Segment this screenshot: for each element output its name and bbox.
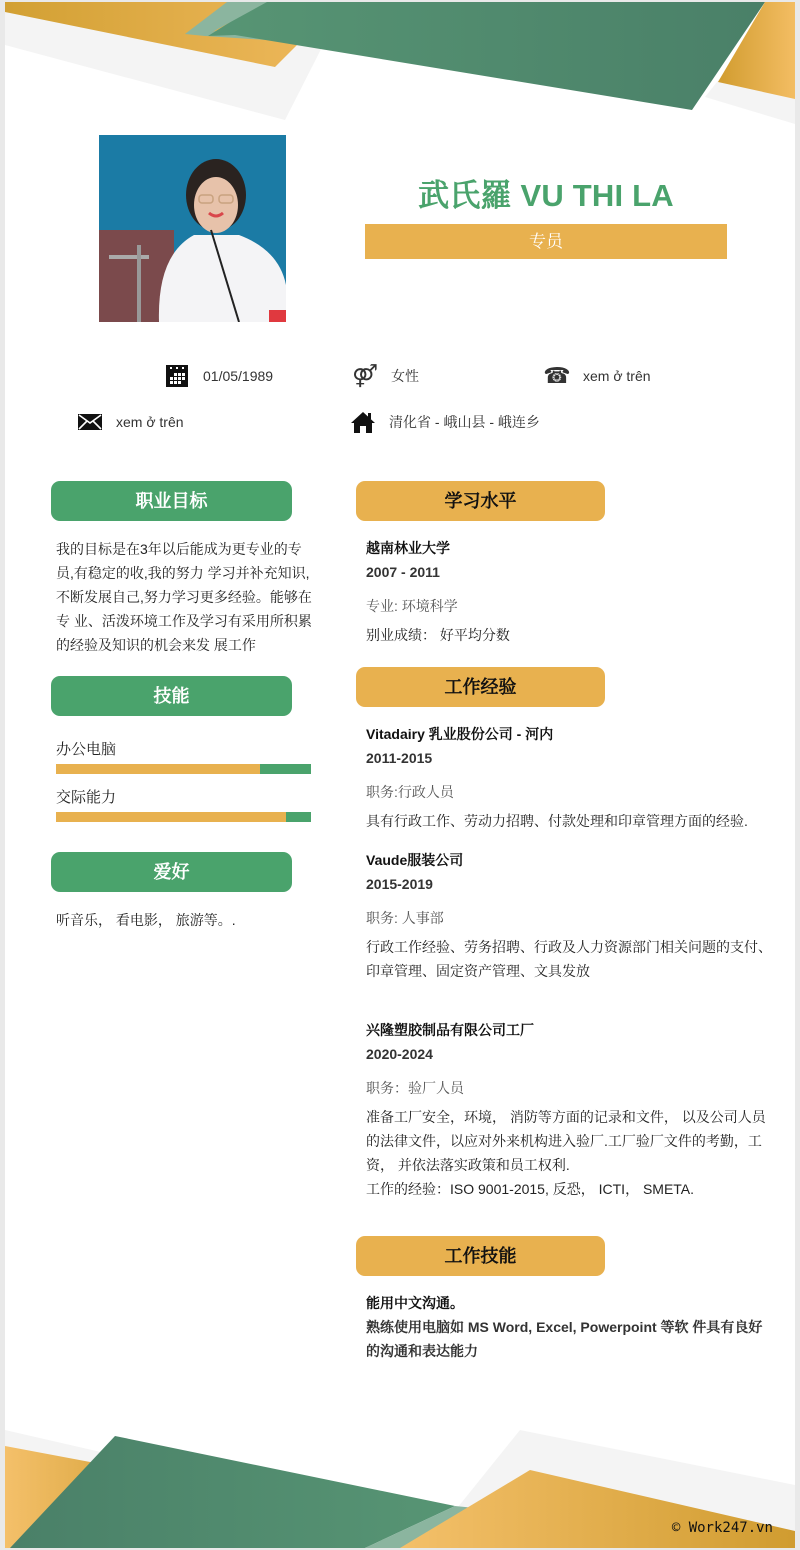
education-years: 2007 - 2011 — [366, 564, 440, 580]
job-years: 2020-2024 — [366, 1046, 433, 1062]
section-work-experience: 工作经验 — [356, 667, 605, 707]
phone-icon: ☎ — [543, 363, 571, 388]
skill-progress-fill — [56, 764, 260, 774]
skill-progress-bar — [56, 764, 311, 774]
school-name: 越南林业大学 — [366, 540, 450, 556]
address-value: 清化省 - 峨山县 - 峨连乡 — [389, 414, 540, 430]
birthday-value: 01/05/1989 — [203, 368, 274, 384]
email-icon — [78, 410, 102, 434]
section-hobbies: 爱好 — [51, 852, 292, 892]
section-skills: 技能 — [51, 676, 292, 716]
job-position: 职务：验厂人员 — [366, 1080, 464, 1096]
job-company: 兴隆塑胶制品有限公司工厂 — [366, 1022, 534, 1038]
skill-progress-bar — [56, 812, 311, 822]
gender-field — [353, 364, 419, 388]
job-years: 2011-2015 — [366, 750, 433, 766]
home-icon — [351, 410, 375, 434]
job-position: 职务: 人事部 — [366, 910, 444, 926]
address-field — [351, 410, 540, 434]
job-years: 2015-2019 — [366, 876, 433, 892]
email-field — [78, 410, 184, 434]
calendar-icon — [165, 364, 189, 388]
job-position: 职务:行政人员 — [366, 784, 454, 800]
phone-value: xem ở trên — [583, 368, 651, 384]
birthday-field — [165, 364, 273, 388]
work-skill-line: 能用中文沟通。 — [366, 1295, 464, 1311]
resume-page — [5, 2, 795, 1548]
section-work-skills: 工作技能 — [356, 1236, 605, 1276]
gender-value: 女性 — [391, 368, 419, 384]
candidate-name: 武氏羅 VU THI LA — [418, 178, 674, 213]
phone-field — [545, 364, 651, 388]
job-extra: 工作的经验：ISO 9001-2015, 反恐， ICTI， SMETA. — [366, 1181, 695, 1197]
watermark: © Work247.vn — [671, 1520, 773, 1536]
job-company: Vaude服装公司 — [366, 852, 464, 868]
header-decoration — [5, 2, 795, 132]
job-title: 专员 — [365, 224, 727, 259]
hobbies-text: 听音乐， 看电影， 旅游等。. — [56, 912, 236, 928]
section-education: 学习水平 — [356, 481, 605, 521]
education-grade: 别业成绩： 好平均分数 — [366, 627, 510, 643]
profile-photo — [99, 135, 286, 322]
skill-progress-fill — [56, 812, 286, 822]
job-description: 具有行政工作、劳动力招聘、付款处理和印章管理方面的经验. — [366, 813, 748, 829]
email-value: xem ở trên — [116, 414, 184, 430]
job-description: 行政工作经验、劳务招聘、行政及人力资源部门相关问题的支付、印章管理、固定资产管理、文具发放 — [366, 939, 772, 979]
objective-text: 我的目标是在3年以后能成为更专业的专员,有稳定的收,我的努力 学习并补充知识,不断发展自己,努力学习更多经验。能够在专 业、活泼环境工作及学习有采用所积累的经验及知识的机会来发 展工作 — [56, 541, 312, 653]
job-company: Vitadairy 乳业股份公司 - 河内 — [366, 726, 554, 742]
section-career-objective: 职业目标 — [51, 481, 292, 521]
education-major: 专业: 环境科学 — [366, 598, 458, 614]
skill-label: 办公电脑 — [56, 741, 117, 758]
skill-label: 交际能力 — [56, 789, 117, 806]
gender-icon: ⚤ — [352, 363, 378, 388]
work-skill-line: 熟练使用电脑如 MS Word, Excel, Powerpoint 等软 件具有良好的沟通和表达能力 — [366, 1319, 763, 1359]
job-description: 准备工厂安全，环境， 消防等方面的记录和文件， 以及公司人员的法律文件，以应对外来机构进入验厂.工厂验厂文件的考勤，工资， 并依法落实政策和员工权利. — [366, 1109, 766, 1173]
